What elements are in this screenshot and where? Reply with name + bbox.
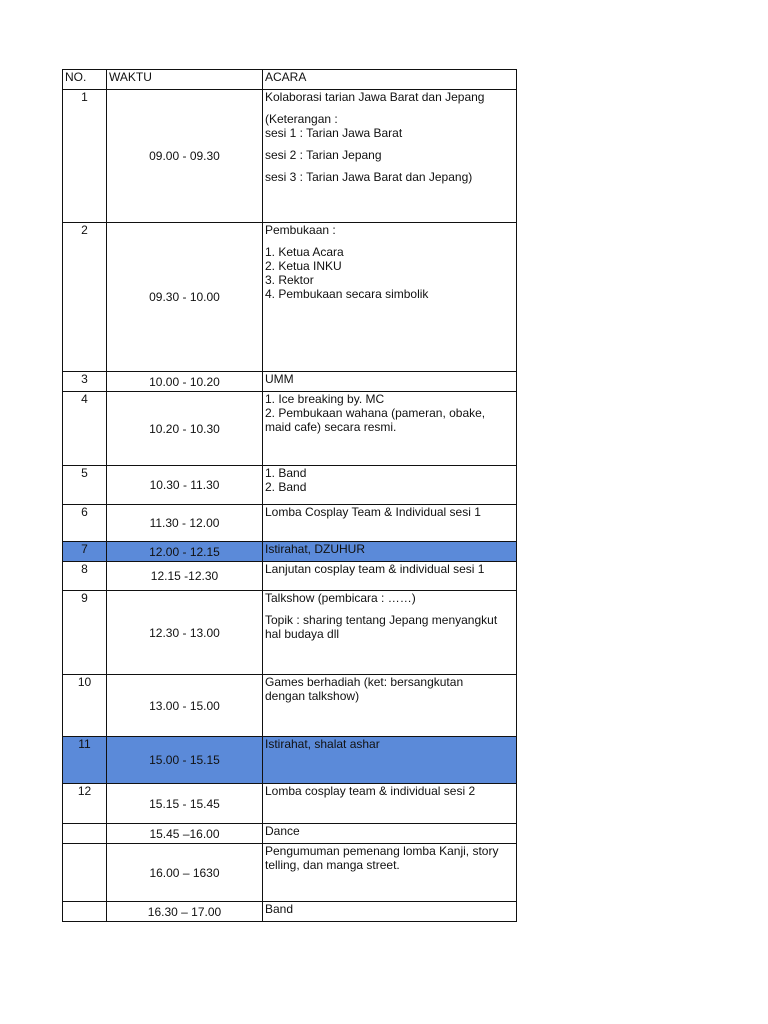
activity-line: Dance (265, 824, 300, 838)
activity-line: Lanjutan cosplay team & individual sesi 1 (265, 562, 485, 576)
row-activity (263, 737, 517, 784)
activity-line (265, 237, 514, 245)
activity-line: sesi 2 : Tarian Jepang (265, 148, 382, 162)
activity-line: Lomba Cosplay Team & Individual sesi 1 (265, 505, 481, 519)
header-time: WAKTU (107, 70, 263, 90)
table-row (63, 562, 517, 591)
table-row (63, 392, 517, 466)
row-time: 12.00 - 12.15 (107, 542, 263, 562)
activity-line: Lomba cosplay team & individual sesi 2 (265, 784, 476, 798)
activity-line: Istirahat, DZUHUR (265, 542, 366, 556)
activity-line: Istirahat, shalat ashar (265, 737, 380, 751)
row-activity (263, 824, 517, 844)
row-number: 11 (63, 737, 107, 784)
row-activity (263, 591, 517, 675)
row-number: 6 (63, 505, 107, 542)
activity-line: 1. Ketua Acara (265, 245, 344, 259)
row-activity (263, 784, 517, 824)
row-number: 9 (63, 591, 107, 675)
row-time: 12.15 -12.30 (107, 562, 263, 591)
activity-line: sesi 3 : Tarian Jawa Barat dan Jepang) (265, 170, 473, 184)
activity-line: Kolaborasi tarian Jawa Barat dan Jepang (265, 90, 485, 104)
activity-line: sesi 1 : Tarian Jawa Barat (265, 126, 403, 140)
table-row (63, 542, 517, 562)
table-row (63, 591, 517, 675)
row-number: 3 (63, 372, 107, 392)
row-time: 10.30 - 11.30 (107, 466, 263, 505)
activity-line: dengan talkshow) (265, 689, 360, 703)
activity-line: Topik : sharing tentang Jepang menyangkut (265, 613, 498, 627)
row-number (63, 844, 107, 902)
row-number (63, 902, 107, 922)
activity-line: 1. Ice breaking by. MC (265, 392, 385, 406)
row-time: 12.30 - 13.00 (107, 591, 263, 675)
table-row (63, 505, 517, 542)
activity-line: Pembukaan : (265, 223, 336, 237)
activity-line: telling, dan manga street. (265, 858, 400, 872)
row-activity (263, 675, 517, 737)
activity-line: 2. Band (265, 480, 307, 494)
row-activity (263, 844, 517, 902)
row-activity (263, 542, 517, 562)
row-time: 10.00 - 10.20 (107, 372, 263, 392)
activity-line: hal budaya dll (265, 627, 340, 641)
row-number (63, 824, 107, 844)
row-number: 8 (63, 562, 107, 591)
activity-line: Games berhadiah (ket: bersangkutan (265, 675, 464, 689)
row-activity (263, 90, 517, 223)
row-time: 16.30 – 17.00 (107, 902, 263, 922)
row-time: 09.00 - 09.30 (107, 90, 263, 223)
row-activity (263, 223, 517, 372)
row-activity (263, 562, 517, 591)
activity-line: 2. Pembukaan wahana (pameran, obake, (265, 406, 486, 420)
row-number: 1 (63, 90, 107, 223)
activity-line (265, 104, 514, 112)
table-row (63, 902, 517, 922)
table-row (63, 675, 517, 737)
table-row (63, 824, 517, 844)
activity-line: 2. Ketua INKU (265, 259, 342, 273)
table-row (63, 372, 517, 392)
row-number: 10 (63, 675, 107, 737)
activity-line: Band (265, 902, 294, 916)
row-activity (263, 466, 517, 505)
row-activity (263, 392, 517, 466)
activity-line: Pengumuman pemenang lomba Kanji, story (265, 844, 499, 858)
table-row (63, 784, 517, 824)
table-row (63, 844, 517, 902)
activity-line: Talkshow (pembicara : ……) (265, 591, 416, 605)
row-number: 5 (63, 466, 107, 505)
activity-line: 1. Band (265, 466, 307, 480)
activity-line: (Keterangan : (265, 112, 338, 126)
activity-line: 3. Rektor (265, 273, 314, 287)
table-row (63, 223, 517, 372)
activity-line (265, 140, 514, 148)
table-row (63, 466, 517, 505)
row-time: 16.00 – 1630 (107, 844, 263, 902)
activity-line: 4. Pembukaan secara simbolik (265, 287, 429, 301)
row-time: 09.30 - 10.00 (107, 223, 263, 372)
row-activity (263, 902, 517, 922)
header-no: NO. (63, 70, 107, 90)
row-time: 10.20 - 10.30 (107, 392, 263, 466)
activity-line (265, 605, 514, 613)
row-number: 7 (63, 542, 107, 562)
table-row (63, 737, 517, 784)
row-time: 15.15 - 15.45 (107, 784, 263, 824)
row-number: 12 (63, 784, 107, 824)
activity-line (265, 162, 514, 170)
row-time: 11.30 - 12.00 (107, 505, 263, 542)
activity-line: maid cafe) secara resmi. (265, 420, 397, 434)
table-row (63, 90, 517, 223)
header-act: ACARA (263, 70, 517, 90)
schedule-table (62, 69, 517, 922)
activity-line: UMM (265, 372, 294, 386)
row-number: 4 (63, 392, 107, 466)
header-row (63, 70, 517, 90)
row-number: 2 (63, 223, 107, 372)
row-time: 13.00 - 15.00 (107, 675, 263, 737)
row-activity (263, 372, 517, 392)
row-activity (263, 505, 517, 542)
row-time: 15.00 - 15.15 (107, 737, 263, 784)
row-time: 15.45 –16.00 (107, 824, 263, 844)
